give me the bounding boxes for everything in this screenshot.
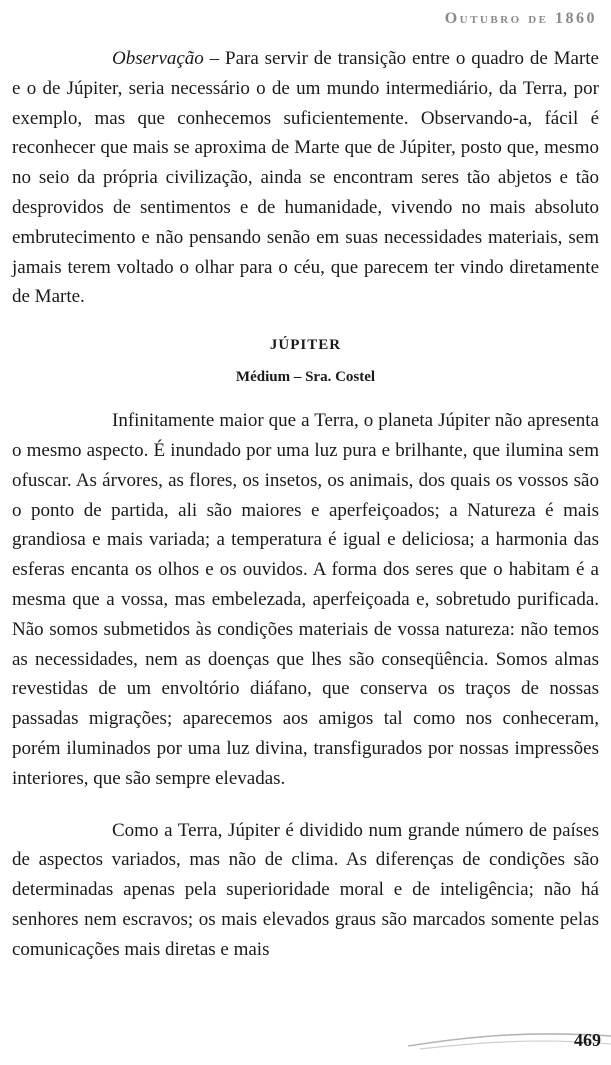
observation-label: Observação xyxy=(112,48,204,69)
observation-text: – Para servir de transição entre o quadro de Marte e o de Júpiter, seria necessário o de um mundo intermediário, da Terra, por exemplo, mas que conhecemos suficientemente. Observando-a, fácil é reconhecer que mais se aproxima de Marte que de Júpiter, posto que, mesmo no seio da própria civilização, ainda se encontram seres tão abjetos e tão desprovidos de sentimentos e de humanidade, vivendo no mais absoluto embrutecimento e não pensando senão em suas necessidades materiais, sem jamais terem voltado o olhar para o céu, que parecem ter vindo diretamente de Marte. xyxy=(12,48,599,308)
observation-paragraph xyxy=(12,44,599,312)
page-footer xyxy=(400,1018,611,1058)
section-subtitle: Médium – Sra. Costel xyxy=(235,369,376,386)
body-paragraph-1: Infinitamente maior que a Terra, o planeta Júpiter não apresenta o mesmo aspecto. É inundado por uma luz pura e brilhante, que ilumina sem ofuscar. As árvores, as flores, os insetos, os animais, dos quais os vossos são o ponto de partida, ali são maiores e aperfeiçoados; a Natureza é mais grandiosa e mais variada; a temperatura é igual e deliciosa; a harmonia das esferas encanta os olhos e os ouvidos. A forma dos seres que o habitam é a mesma que a vossa, mas embelezada, aperfeiçoada e, sobretudo purificada. Não somos submetidos às condições materiais de vossa natureza: não temos as necessidades, nem as doenças que lhes são conseqüência. Somos almas revestidas de um envoltório diáfano, que conserva os traços de nossas passadas migrações; aparecemos aos amigos tal como nos conheceram, porém iluminados por uma luz divina, transfigurados por nossas impressões interiores, que são sempre elevadas. xyxy=(12,410,599,789)
page-body xyxy=(12,44,599,965)
page-number: 469 xyxy=(574,1030,601,1050)
running-header: Outubro de 1860 xyxy=(444,10,597,27)
body-paragraph-2: Como a Terra, Júpiter é dividido num grande número de países de aspectos variados, mas não de clima. As diferenças de condições são determinadas apenas pela superioridade moral e de inteligência; não há senhores nem escravos; os mais elevados graus são marcados somente pelas comunicações mais diretas e mais xyxy=(12,819,599,960)
section-title: JÚPITER xyxy=(269,337,342,354)
